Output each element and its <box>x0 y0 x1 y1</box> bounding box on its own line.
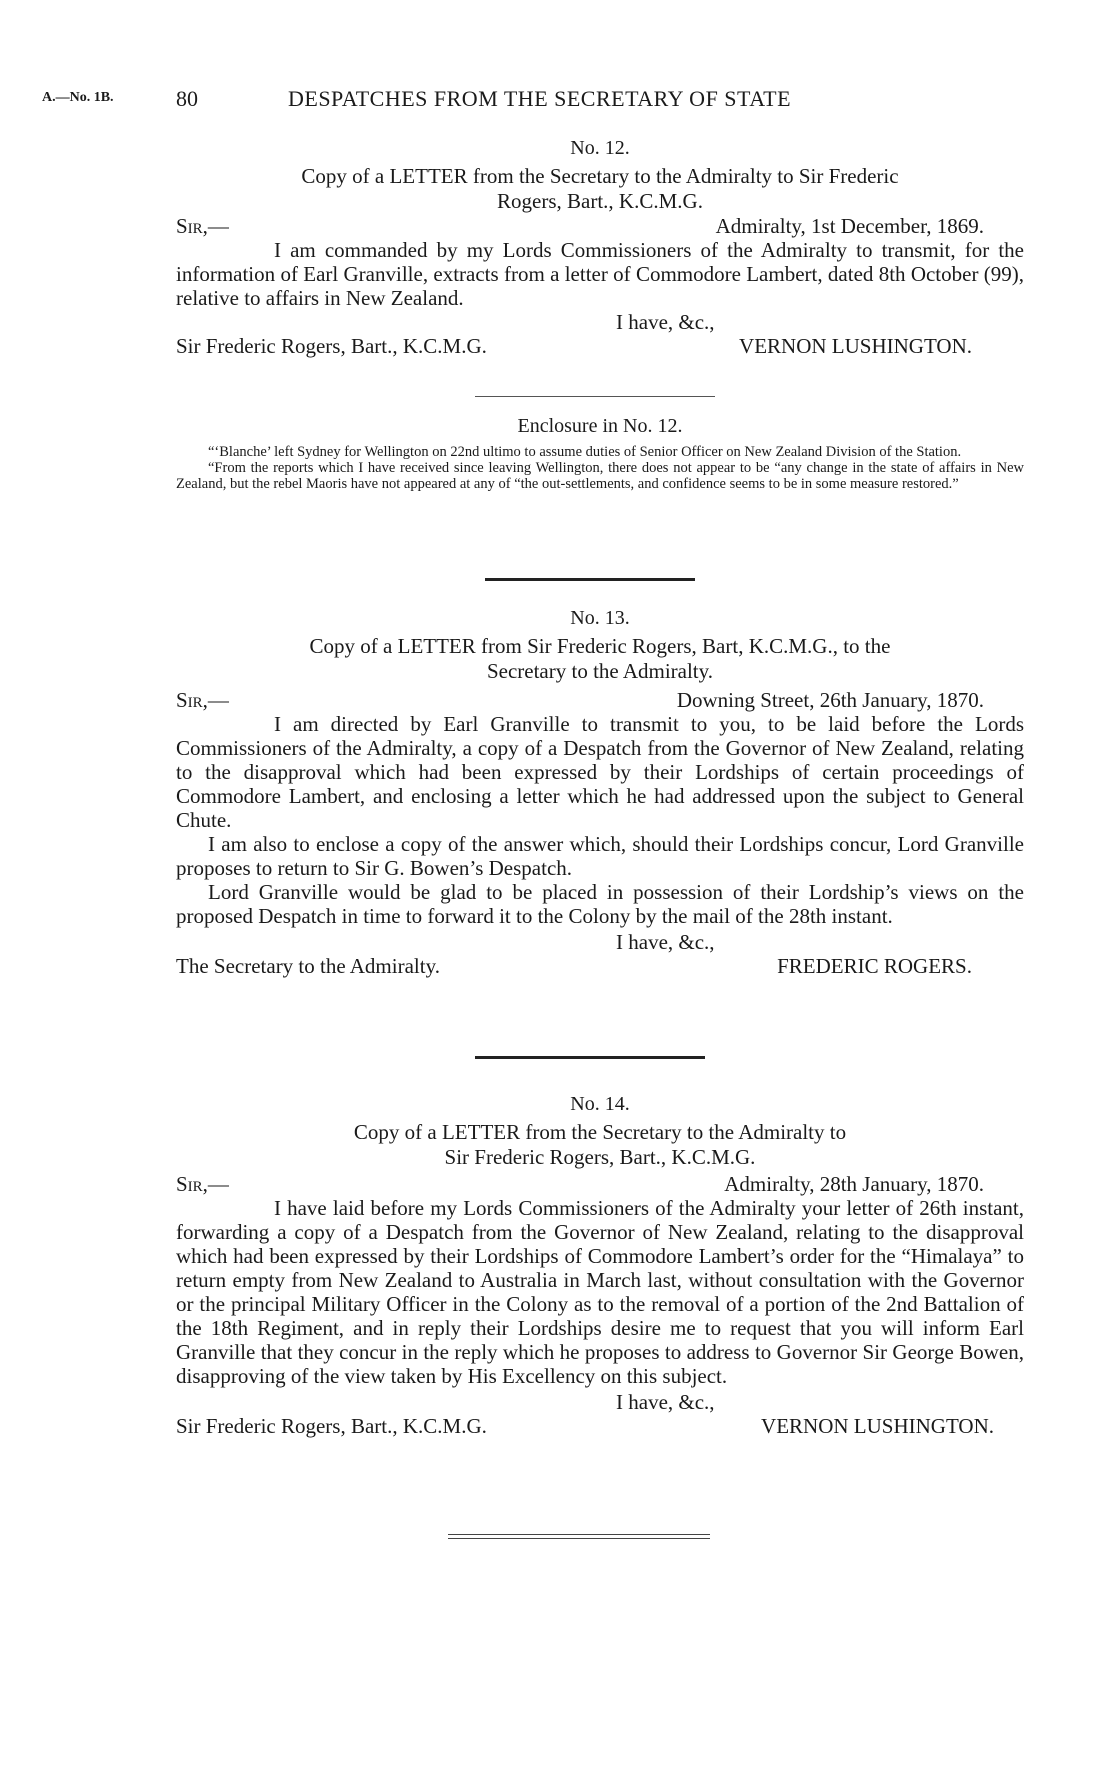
running-head <box>0 86 1114 116</box>
addressee: Sir Frederic Rogers, Bart., K.C.M.G. <box>176 1414 487 1438</box>
page-number: 80 <box>176 86 198 111</box>
addressee: The Secretary to the Admiralty. <box>176 954 440 978</box>
divider-rule <box>475 1056 705 1059</box>
divider-rule <box>485 578 695 581</box>
signature: VERNON LUSHINGTON. <box>761 1414 994 1438</box>
enclosure-paragraph-1: “‘Blanche’ left Sydney for Wellington on 22nd ultimo to assume duties of Senior Officer on New Zealand Division of the Station. <box>208 444 962 460</box>
place-date: Admiralty, 1st December, 1869. <box>715 214 984 238</box>
salutation: Sir,— <box>176 214 229 238</box>
letter-paragraph-1: I am directed by Earl Granville to transmit to you, to be laid before the Lords Commissioners of the Admiralty, a copy of a Despatch from the Governor of New Zealand, relating to the disapproval which had been expressed by their Lordships of certain proceedings of Commodore Lambert, and enclosing a letter which he had addressed upon the subject to General Chute. <box>176 712 1024 832</box>
letter-heading-line-2: Secretary to the Admiralty. <box>486 659 714 683</box>
letter-number: No. 12. <box>570 137 630 159</box>
place-date: Admiralty, 28th January, 1870. <box>724 1172 984 1196</box>
letter-paragraph-3: Lord Granville would be glad to be placed in possession of their Lordship’s views on the proposed Despatch in time to forward it to the Colony by the mail of the 28th instant. <box>176 880 1024 928</box>
signature-row <box>176 334 1024 358</box>
place-date: Downing Street, 26th January, 1870. <box>676 688 984 712</box>
closing: I have, &c., <box>616 310 715 334</box>
closing: I have, &c., <box>616 1390 715 1414</box>
salutation-row <box>176 214 1024 238</box>
enclosure-12 <box>176 414 1024 492</box>
letter-body: I have laid before my Lords Commissioners of the Admiralty your letter of 26th instant, forwarding a copy of a Despatch from the Governor of New Zealand, relating to the disapproval which had been expressed by their Lordships of Commodore Lambert’s order for the “Himalaya” to return empty from New Zealand to Australia in March last, without consultation with the Governor or the principal Military Officer in the Colony as to the removal of a portion of the 2nd Battalion of the 18th Regiment, and in reply their Lordships desire me to request that you will inform Earl Granville that they concur in the reply which he proposes to address to Governor Sir George Bowen, disapproving of the view taken by His Excellency on this subject. <box>176 1196 1024 1388</box>
salutation: Sir,— <box>176 688 229 712</box>
letter-heading-line-1: Copy of a LETTER from Sir Frederic Rogers, Bart, K.C.M.G., to the <box>309 634 891 658</box>
letter-14 <box>176 1092 1024 1438</box>
end-rule <box>448 1534 710 1539</box>
page-title: DESPATCHES FROM THE SECRETARY OF STATE <box>288 86 792 111</box>
addressee: Sir Frederic Rogers, Bart., K.C.M.G. <box>176 334 487 358</box>
letter-number: No. 13. <box>570 607 630 629</box>
salutation: Sir,— <box>176 1172 229 1196</box>
signature: VERNON LUSHINGTON. <box>739 334 972 358</box>
enclosure-text <box>176 444 1024 492</box>
divider-rule <box>475 396 715 397</box>
closing: I have, &c., <box>616 930 715 954</box>
letter-heading-line-2: Rogers, Bart., K.C.M.G. <box>497 189 703 213</box>
letter-12 <box>176 136 1024 358</box>
letter-13 <box>176 606 1024 978</box>
letter-heading-line-1: Copy of a LETTER from the Secretary to the Admiralty to Sir Frederic <box>301 164 899 188</box>
letter-number: No. 14. <box>570 1093 630 1115</box>
letter-heading-line-1: Copy of a LETTER from the Secretary to the Admiralty to <box>353 1120 847 1144</box>
signature-row <box>176 954 1024 978</box>
enclosure-paragraph-2: “From the reports which I have received since leaving Wellington, there does not appear to be “any change in the state of affairs in New Zealand, but the rebel Maoris have not appeared at any of “the out-settlements, and confidence seems to be in some measure restored.” <box>176 460 1024 492</box>
letter-heading-line-2: Sir Frederic Rogers, Bart., K.C.M.G. <box>444 1145 756 1169</box>
letter-body: I am commanded by my Lords Commissioners of the Admiralty to transmit, for the information of Earl Granville, extracts from a letter of Commodore Lambert, dated 8th October (99), relative to affairs in New Zealand. <box>176 238 1024 310</box>
signature-row <box>176 1414 1024 1438</box>
enclosure-title: Enclosure in No. 12. <box>517 415 683 437</box>
signature: FREDERIC ROGERS. <box>777 954 972 978</box>
document-reference: A.—No. 1B. <box>42 90 114 105</box>
salutation-row <box>176 1172 1024 1196</box>
salutation-row <box>176 688 1024 712</box>
letter-paragraph-2: I am also to enclose a copy of the answer which, should their Lordships concur, Lord Granville proposes to return to Sir G. Bowen’s Despatch. <box>176 832 1024 880</box>
